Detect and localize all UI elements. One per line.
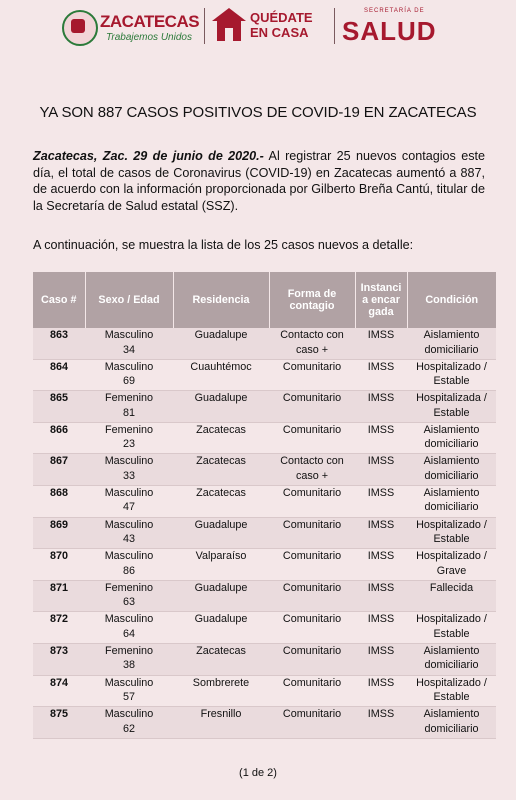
condicion-condicion: Aislamiento domiciliario <box>423 486 480 514</box>
caso-cell <box>33 485 85 517</box>
residencia-residencia: Guadalupe <box>194 613 248 626</box>
logo-divider <box>204 8 205 44</box>
forma-contagio-cell <box>269 454 355 486</box>
table-row <box>33 485 496 517</box>
instancia-instancia: IMSS <box>367 455 395 468</box>
caso-caso: 865 <box>49 392 68 405</box>
page-title: YA SON 887 CASOS POSITIVOS DE COVID-19 EN ZACATECAS <box>39 104 477 121</box>
caso-caso: 863 <box>49 329 68 341</box>
sexo-edad-sexo: Masculino <box>104 360 154 373</box>
residencia-residencia: Guadalupe <box>194 581 248 594</box>
sexo-edad-sexo: Femenino <box>104 581 153 594</box>
sexo-edad-sexo: Femenino <box>104 392 153 405</box>
condicion-cell <box>407 707 496 739</box>
condicion-cell <box>407 580 496 612</box>
quedate-en-casa-text: QUÉDATE EN CASA <box>250 10 313 40</box>
caso-cell <box>33 422 85 454</box>
condicion-cell <box>407 612 496 644</box>
condicion-cell <box>407 485 496 517</box>
caso-caso: 875 <box>49 708 68 721</box>
forma-contagio-cell <box>269 391 355 423</box>
instancia-cell <box>355 580 407 612</box>
news-paragraph <box>33 148 485 214</box>
instancia-cell <box>355 549 407 581</box>
instancia-cell <box>355 675 407 707</box>
table-row <box>33 328 496 359</box>
col-header-residencia: Residencia <box>173 272 269 328</box>
condicion-condicion: Aislamiento domiciliario <box>423 644 480 672</box>
caso-caso: 874 <box>49 676 68 689</box>
forma-contagio-forma: Comunitario <box>282 360 342 373</box>
sexo-edad-sexo: Masculino <box>104 613 154 626</box>
col-header-condicion: Condición <box>407 272 496 328</box>
zacatecas-seal-icon <box>62 10 96 46</box>
col-header-forma-contagio: Forma de contagio <box>269 272 355 328</box>
instancia-cell <box>355 707 407 739</box>
sexo-edad-sexo: Masculino <box>104 486 154 499</box>
condicion-condicion: Hospitalizado / Grave <box>416 550 487 577</box>
zacatecas-logo-tagline: Trabajemos Unidos <box>106 32 192 43</box>
instancia-instancia: IMSS <box>367 644 395 657</box>
caso-caso: 864 <box>49 360 68 373</box>
instancia-instancia: IMSS <box>367 550 395 563</box>
sexo-edad-cell <box>85 643 173 675</box>
secretaria-label: SECRETARÍA DE <box>364 8 425 14</box>
table-row <box>33 612 496 644</box>
residencia-cell <box>173 580 269 612</box>
forma-contagio-forma: Comunitario <box>282 613 342 626</box>
residencia-residencia: Sombrerete <box>192 676 250 689</box>
condicion-condicion: Aislamiento domiciliario <box>423 708 480 735</box>
instancia-instancia: IMSS <box>367 708 395 721</box>
table-row <box>33 580 496 612</box>
sexo-edad-sexo: Masculino <box>104 518 154 531</box>
caso-caso: 873 <box>49 644 68 657</box>
sexo-edad-edad: 69 <box>122 375 135 388</box>
caso-cell <box>33 643 85 675</box>
table-intro: A continuación, se muestra la lista de los 25 casos nuevos a detalle: <box>33 238 414 252</box>
table-row <box>33 517 496 549</box>
forma-contagio-cell <box>269 707 355 739</box>
table-row <box>33 454 496 486</box>
logo-divider <box>334 8 335 44</box>
sexo-edad-cell <box>85 391 173 423</box>
condicion-condicion: Hospitalizado / Estable <box>416 676 487 704</box>
caso-cell <box>33 580 85 612</box>
instancia-instancia: IMSS <box>367 392 395 405</box>
header-logos <box>0 0 516 56</box>
sexo-edad-sexo: Masculino <box>104 708 154 721</box>
residencia-residencia: Zacatecas <box>196 455 246 468</box>
residencia-cell <box>173 612 269 644</box>
cases-table <box>33 272 496 739</box>
col-header-caso: Caso # <box>33 272 85 328</box>
table-row <box>33 359 496 391</box>
condicion-condicion: Hospitalizado / Estable <box>416 613 487 640</box>
instancia-cell <box>355 422 407 454</box>
sexo-edad-cell <box>85 422 173 454</box>
residencia-residencia: Fresnillo <box>200 708 242 721</box>
sexo-edad-sexo: Masculino <box>104 550 154 563</box>
col-header-instancia: Instancia encargada <box>355 272 407 328</box>
table-row <box>33 707 496 739</box>
salud-label: SALUD <box>342 16 437 46</box>
residencia-residencia: Zacatecas <box>196 486 246 499</box>
caso-cell <box>33 454 85 486</box>
caso-cell <box>33 391 85 423</box>
sexo-edad-edad: 38 <box>122 659 135 672</box>
instancia-cell <box>355 359 407 391</box>
sexo-edad-cell <box>85 485 173 517</box>
sexo-edad-cell <box>85 359 173 391</box>
forma-contagio-forma: Comunitario <box>282 486 342 499</box>
paragraph-body: Al registrar 25 nuevos contagios este día, el total de casos de Coronavirus (COVID-19) en Zacatecas aumentó a 887, de acuerdo con la información proporcionada por Gilberto Breña Cantú, titular de la Secretaría de Salud estatal (SSZ). <box>33 149 485 213</box>
forma-contagio-forma: Contacto con caso + <box>280 455 344 482</box>
instancia-instancia: IMSS <box>367 676 395 689</box>
page-counter: (1 de 2) <box>239 767 277 779</box>
instancia-cell <box>355 328 407 359</box>
caso-cell <box>33 675 85 707</box>
table-header-row <box>33 272 496 328</box>
forma-contagio-cell <box>269 643 355 675</box>
caso-cell <box>33 549 85 581</box>
residencia-residencia: Zacatecas <box>196 644 246 657</box>
residencia-cell <box>173 643 269 675</box>
caso-caso: 870 <box>49 550 68 563</box>
sexo-edad-sexo: Masculino <box>104 455 154 468</box>
caso-cell <box>33 359 85 391</box>
instancia-instancia: IMSS <box>367 423 395 436</box>
zacatecas-logo <box>62 8 202 48</box>
sexo-edad-edad: 62 <box>122 722 135 735</box>
sexo-edad-edad: 34 <box>122 343 135 356</box>
sexo-edad-cell <box>85 675 173 707</box>
condicion-cell <box>407 549 496 581</box>
sexo-edad-sexo: Masculino <box>104 676 154 689</box>
forma-contagio-cell <box>269 359 355 391</box>
residencia-cell <box>173 328 269 359</box>
caso-caso: 872 <box>49 613 68 626</box>
sexo-edad-edad: 81 <box>122 406 135 419</box>
sexo-edad-sexo: Femenino <box>104 644 153 657</box>
residencia-residencia: Zacatecas <box>196 423 246 436</box>
caso-caso: 869 <box>49 518 68 531</box>
instancia-cell <box>355 612 407 644</box>
residencia-cell <box>173 391 269 423</box>
condicion-condicion: Hospitalizado / Estable <box>416 518 487 546</box>
residencia-cell <box>173 485 269 517</box>
sexo-edad-cell <box>85 580 173 612</box>
instancia-cell <box>355 454 407 486</box>
sexo-edad-edad: 43 <box>122 533 135 546</box>
sexo-edad-edad: 64 <box>122 627 135 640</box>
instancia-instancia: IMSS <box>367 613 395 626</box>
forma-contagio-forma: Contacto con caso + <box>280 329 344 356</box>
residencia-cell <box>173 422 269 454</box>
forma-contagio-cell <box>269 612 355 644</box>
zacatecas-logo-title: ZACATECAS <box>100 12 200 31</box>
quedate-en-casa-logo <box>212 6 330 50</box>
residencia-residencia: Guadalupe <box>194 392 248 405</box>
condicion-cell <box>407 675 496 707</box>
condicion-condicion: Fallecida <box>429 581 474 594</box>
caso-cell <box>33 517 85 549</box>
forma-contagio-cell <box>269 328 355 359</box>
residencia-cell <box>173 454 269 486</box>
condicion-cell <box>407 517 496 549</box>
forma-contagio-forma: Comunitario <box>282 708 342 721</box>
forma-contagio-cell <box>269 485 355 517</box>
sexo-edad-cell <box>85 328 173 359</box>
condicion-condicion: Hospitalizada / Estable <box>416 392 487 419</box>
condicion-condicion: Aislamiento domiciliario <box>423 455 480 482</box>
caso-cell <box>33 707 85 739</box>
caso-caso: 868 <box>49 486 68 499</box>
forma-contagio-forma: Comunitario <box>282 392 342 405</box>
instancia-instancia: IMSS <box>367 329 395 341</box>
residencia-residencia: Valparaíso <box>195 550 247 563</box>
table-row <box>33 549 496 581</box>
sexo-edad-cell <box>85 707 173 739</box>
condicion-cell <box>407 454 496 486</box>
table-row <box>33 422 496 454</box>
forma-contagio-forma: Comunitario <box>282 518 342 531</box>
residencia-residencia: Cuauhtémoc <box>190 360 252 373</box>
house-icon <box>212 8 246 42</box>
instancia-cell <box>355 517 407 549</box>
sexo-edad-sexo: Femenino <box>104 423 153 436</box>
forma-contagio-cell <box>269 517 355 549</box>
forma-contagio-cell <box>269 422 355 454</box>
condicion-condicion: Hospitalizado / Estable <box>416 360 487 388</box>
condicion-cell <box>407 328 496 359</box>
residencia-cell <box>173 549 269 581</box>
condicion-cell <box>407 422 496 454</box>
sexo-edad-edad: 23 <box>122 438 135 451</box>
forma-contagio-forma: Comunitario <box>282 581 342 594</box>
table-row <box>33 391 496 423</box>
sexo-edad-edad: 57 <box>122 691 135 704</box>
forma-contagio-forma: Comunitario <box>282 423 342 436</box>
condicion-condicion: Aislamiento domiciliario <box>423 423 480 451</box>
caso-cell <box>33 328 85 359</box>
sexo-edad-cell <box>85 612 173 644</box>
caso-cell <box>33 612 85 644</box>
residencia-cell <box>173 675 269 707</box>
residencia-cell <box>173 707 269 739</box>
sexo-edad-sexo: Masculino <box>104 329 154 341</box>
forma-contagio-forma: Comunitario <box>282 550 342 563</box>
residencia-residencia: Guadalupe <box>194 329 248 341</box>
forma-contagio-forma: Comunitario <box>282 644 342 657</box>
condicion-cell <box>407 643 496 675</box>
sexo-edad-edad: 86 <box>122 564 135 577</box>
table-row <box>33 675 496 707</box>
forma-contagio-forma: Comunitario <box>282 676 342 689</box>
caso-caso: 866 <box>49 423 68 436</box>
instancia-instancia: IMSS <box>367 360 395 373</box>
sexo-edad-cell <box>85 454 173 486</box>
table-row <box>33 643 496 675</box>
instancia-instancia: IMSS <box>367 581 395 594</box>
residencia-cell <box>173 517 269 549</box>
forma-contagio-cell <box>269 675 355 707</box>
condicion-condicion: Aislamiento domiciliario <box>423 329 480 356</box>
condicion-cell <box>407 391 496 423</box>
caso-caso: 871 <box>49 581 68 594</box>
instancia-instancia: IMSS <box>367 518 395 531</box>
caso-caso: 867 <box>49 455 68 468</box>
instancia-cell <box>355 485 407 517</box>
forma-contagio-cell <box>269 549 355 581</box>
sexo-edad-cell <box>85 549 173 581</box>
sexo-edad-cell <box>85 517 173 549</box>
sexo-edad-edad: 63 <box>122 596 135 609</box>
instancia-instancia: IMSS <box>367 486 395 499</box>
instancia-cell <box>355 391 407 423</box>
forma-contagio-cell <box>269 580 355 612</box>
dateline: Zacatecas, Zac. 29 de junio de 2020.- <box>33 149 264 163</box>
residencia-residencia: Guadalupe <box>194 518 248 531</box>
instancia-cell <box>355 643 407 675</box>
residencia-cell <box>173 359 269 391</box>
condicion-cell <box>407 359 496 391</box>
secretaria-salud-logo <box>342 8 462 48</box>
sexo-edad-edad: 33 <box>122 469 135 482</box>
sexo-edad-edad: 47 <box>122 501 135 514</box>
col-header-sexo-edad: Sexo / Edad <box>85 272 173 328</box>
